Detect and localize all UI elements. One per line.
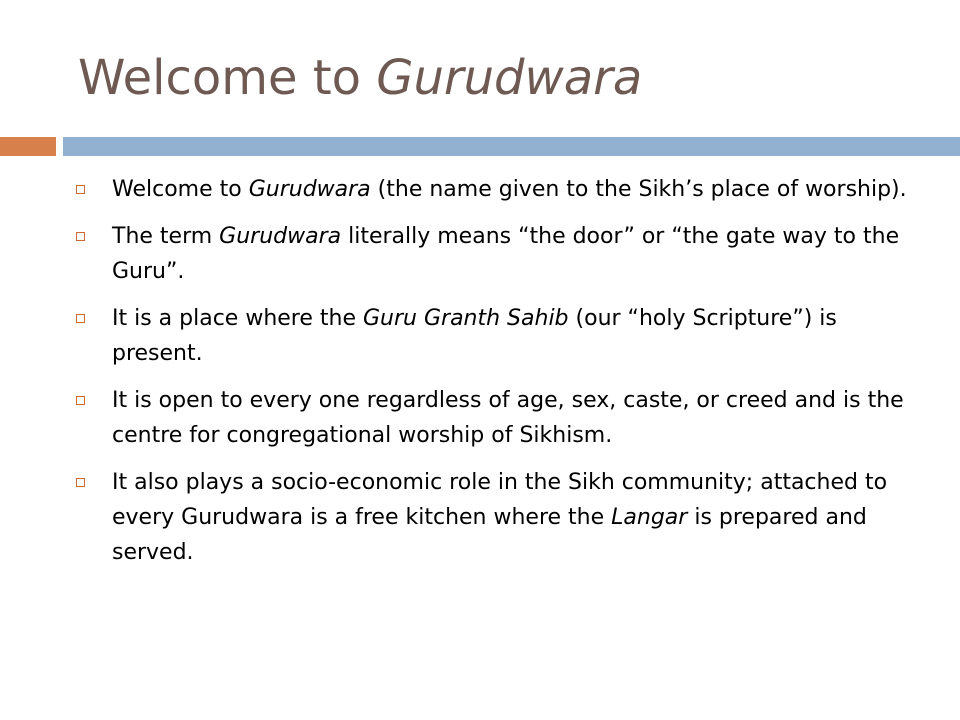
bullet-text-segment: is prepared and served.: [112, 505, 867, 565]
bullet-text-segment: It is a place where the: [112, 306, 363, 331]
bullet-item: [72, 383, 912, 453]
hollow-square-icon: [76, 478, 85, 487]
bullet-text: [112, 388, 904, 448]
bullet-text-emphasis: Gurudwara: [248, 177, 371, 202]
hollow-square-icon: [76, 314, 85, 323]
bullet-text-segment: Welcome to: [112, 177, 249, 202]
bullet-item: [72, 172, 912, 207]
bullet-text: [112, 470, 887, 565]
bullet-item: [72, 465, 912, 570]
bullet-text-emphasis: Guru Granth Sahib: [363, 306, 569, 331]
bullet-text: [112, 306, 837, 366]
title-prefix: Welcome to: [78, 50, 377, 106]
bullet-item: [72, 219, 912, 289]
bullet-list: [72, 172, 912, 582]
hollow-square-icon: [76, 232, 85, 241]
hollow-square-icon: [76, 185, 85, 194]
bullet-text-emphasis: Langar: [611, 505, 688, 530]
title-emphasis: Gurudwara: [376, 50, 643, 106]
slide-title: [78, 42, 642, 114]
bullet-text-segment: literally means “the door” or “the gate way to the Guru”.: [112, 224, 900, 284]
bullet-text-segment: The term: [112, 224, 220, 249]
bullet-text-segment: (the name given to the Sikh’s place of worship).: [370, 177, 907, 202]
bullet-text-emphasis: Gurudwara: [219, 224, 342, 249]
bullet-text-segment: It is open to every one regardless of age, sex, caste, or creed and is the centre for congregational worship of Sikhism.: [112, 388, 904, 448]
accent-bar-orange: [0, 137, 56, 156]
accent-bar-blue: [63, 137, 960, 156]
bullet-text-segment: It also plays a socio-economic role in the Sikh community; attached to every Gurudwara is a free kitchen where the: [112, 470, 888, 530]
bullet-item: [72, 301, 912, 371]
bullet-text: [112, 224, 899, 284]
bullet-text: [112, 177, 907, 202]
bullet-text-segment: (our “holy Scripture”) is present.: [112, 306, 837, 366]
hollow-square-icon: [76, 396, 85, 405]
